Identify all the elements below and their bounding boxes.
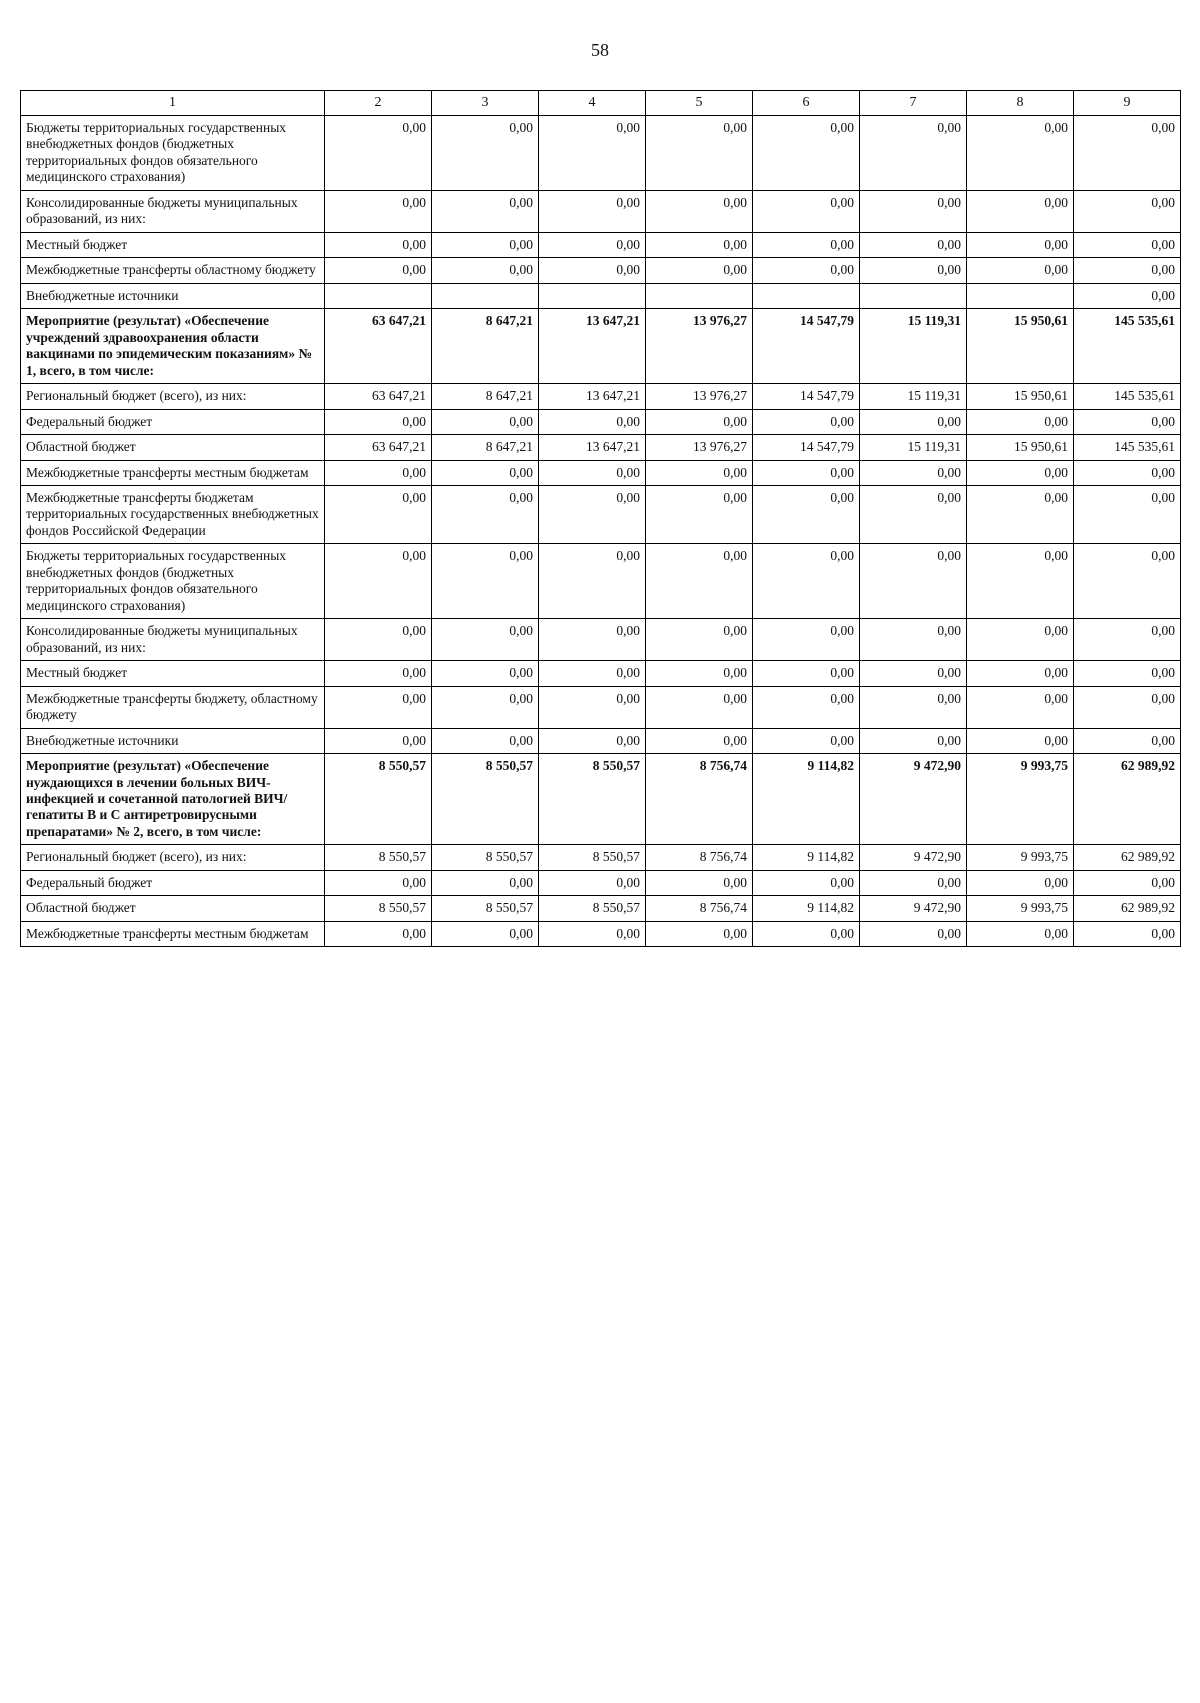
value-cell: 15 119,31 (860, 384, 967, 409)
value-cell: 9 993,75 (967, 896, 1074, 921)
value-cell: 0,00 (646, 190, 753, 232)
value-cell: 62 989,92 (1074, 845, 1181, 870)
value-cell: 63 647,21 (325, 435, 432, 460)
value-cell: 0,00 (646, 728, 753, 753)
value-cell: 0,00 (753, 544, 860, 619)
value-cell: 0,00 (646, 544, 753, 619)
value-cell: 0,00 (539, 921, 646, 946)
budget-table-container (20, 90, 1180, 947)
value-cell (325, 283, 432, 308)
column-number-header: 5 (646, 91, 753, 116)
budget-table-body (21, 116, 1181, 947)
value-cell: 14 547,79 (753, 309, 860, 384)
value-cell: 0,00 (753, 728, 860, 753)
table-row (21, 921, 1181, 946)
value-cell: 0,00 (967, 661, 1074, 686)
value-cell: 0,00 (432, 460, 539, 485)
value-cell: 0,00 (753, 190, 860, 232)
value-cell: 0,00 (967, 485, 1074, 543)
value-cell: 145 535,61 (1074, 309, 1181, 384)
value-cell: 0,00 (646, 232, 753, 257)
value-cell: 0,00 (432, 921, 539, 946)
value-cell: 0,00 (539, 485, 646, 543)
value-cell (967, 283, 1074, 308)
value-cell: 0,00 (325, 544, 432, 619)
value-cell: 0,00 (967, 921, 1074, 946)
table-row (21, 754, 1181, 845)
value-cell: 0,00 (539, 870, 646, 895)
value-cell: 0,00 (967, 728, 1074, 753)
row-label: Консолидированные бюджеты муниципальных образований, из них: (21, 619, 325, 661)
value-cell: 0,00 (967, 258, 1074, 283)
value-cell (646, 283, 753, 308)
value-cell: 0,00 (539, 661, 646, 686)
value-cell: 62 989,92 (1074, 896, 1181, 921)
value-cell: 9 993,75 (967, 754, 1074, 845)
value-cell: 0,00 (753, 485, 860, 543)
value-cell: 13 976,27 (646, 309, 753, 384)
row-label: Местный бюджет (21, 661, 325, 686)
value-cell: 0,00 (967, 460, 1074, 485)
value-cell: 13 976,27 (646, 384, 753, 409)
value-cell: 8 550,57 (325, 845, 432, 870)
value-cell: 0,00 (1074, 460, 1181, 485)
value-cell: 8 550,57 (539, 754, 646, 845)
value-cell: 0,00 (1074, 283, 1181, 308)
value-cell: 0,00 (753, 619, 860, 661)
table-row (21, 435, 1181, 460)
value-cell: 0,00 (1074, 921, 1181, 946)
value-cell: 0,00 (539, 116, 646, 191)
value-cell: 9 472,90 (860, 845, 967, 870)
row-label: Федеральный бюджет (21, 870, 325, 895)
value-cell: 0,00 (1074, 661, 1181, 686)
column-number-header: 4 (539, 91, 646, 116)
value-cell: 0,00 (646, 921, 753, 946)
value-cell: 15 119,31 (860, 309, 967, 384)
table-row (21, 845, 1181, 870)
value-cell: 145 535,61 (1074, 384, 1181, 409)
value-cell: 0,00 (860, 258, 967, 283)
value-cell: 0,00 (1074, 409, 1181, 434)
row-label: Межбюджетные трансферты местным бюджетам (21, 921, 325, 946)
value-cell: 0,00 (967, 544, 1074, 619)
page-number: 58 (591, 40, 609, 60)
value-cell: 9 472,90 (860, 896, 967, 921)
value-cell: 15 119,31 (860, 435, 967, 460)
value-cell: 0,00 (325, 485, 432, 543)
value-cell: 8 550,57 (539, 845, 646, 870)
value-cell: 0,00 (1074, 728, 1181, 753)
row-label: Региональный бюджет (всего), из них: (21, 845, 325, 870)
row-label: Межбюджетные трансферты бюджету, областному бюджету (21, 686, 325, 728)
value-cell: 9 472,90 (860, 754, 967, 845)
value-cell: 0,00 (1074, 485, 1181, 543)
value-cell: 0,00 (325, 870, 432, 895)
value-cell: 0,00 (646, 258, 753, 283)
value-cell: 0,00 (753, 460, 860, 485)
value-cell: 8 550,57 (432, 754, 539, 845)
value-cell: 0,00 (753, 409, 860, 434)
column-number-header: 2 (325, 91, 432, 116)
value-cell: 8 756,74 (646, 896, 753, 921)
table-row (21, 409, 1181, 434)
value-cell: 0,00 (860, 921, 967, 946)
value-cell: 0,00 (967, 190, 1074, 232)
value-cell: 0,00 (753, 870, 860, 895)
row-label: Межбюджетные трансферты областному бюджету (21, 258, 325, 283)
value-cell: 14 547,79 (753, 435, 860, 460)
row-label: Мероприятие (результат) «Обеспечение нуждающихся в лечении больных ВИЧ-инфекцией и сочетанной патологией ВИЧ/гепатиты В и С антиретровирусными препаратами» № 2, всего, в том числе: (21, 754, 325, 845)
value-cell: 0,00 (539, 544, 646, 619)
table-row (21, 232, 1181, 257)
value-cell: 0,00 (753, 661, 860, 686)
value-cell: 0,00 (325, 460, 432, 485)
value-cell: 0,00 (539, 460, 646, 485)
column-number-header: 6 (753, 91, 860, 116)
value-cell: 0,00 (860, 460, 967, 485)
value-cell: 0,00 (325, 661, 432, 686)
value-cell: 0,00 (753, 116, 860, 191)
value-cell: 0,00 (1074, 686, 1181, 728)
value-cell: 13 647,21 (539, 309, 646, 384)
value-cell: 0,00 (432, 409, 539, 434)
table-row (21, 116, 1181, 191)
column-number-header: 1 (21, 91, 325, 116)
row-label: Мероприятие (результат) «Обеспечение учреждений здравоохранения области вакцинами по эпидемическим показаниям» № 1, всего, в том числе: (21, 309, 325, 384)
row-label: Областной бюджет (21, 896, 325, 921)
value-cell: 0,00 (1074, 232, 1181, 257)
table-row (21, 870, 1181, 895)
value-cell: 8 550,57 (325, 896, 432, 921)
value-cell: 0,00 (432, 870, 539, 895)
value-cell: 0,00 (325, 409, 432, 434)
value-cell: 0,00 (646, 460, 753, 485)
value-cell: 8 550,57 (325, 754, 432, 845)
value-cell: 0,00 (646, 409, 753, 434)
value-cell: 0,00 (860, 485, 967, 543)
value-cell (753, 283, 860, 308)
row-label: Местный бюджет (21, 232, 325, 257)
table-row (21, 728, 1181, 753)
value-cell: 0,00 (325, 232, 432, 257)
value-cell: 0,00 (432, 190, 539, 232)
value-cell: 0,00 (432, 258, 539, 283)
table-row (21, 485, 1181, 543)
value-cell: 0,00 (539, 686, 646, 728)
value-cell: 0,00 (646, 661, 753, 686)
value-cell: 0,00 (432, 116, 539, 191)
row-label: Межбюджетные трансферты бюджетам территориальных государственных внебюджетных фондов Российской Федерации (21, 485, 325, 543)
value-cell: 0,00 (860, 544, 967, 619)
value-cell: 13 976,27 (646, 435, 753, 460)
row-label: Межбюджетные трансферты местным бюджетам (21, 460, 325, 485)
value-cell: 9 114,82 (753, 896, 860, 921)
value-cell: 0,00 (753, 921, 860, 946)
value-cell: 0,00 (860, 409, 967, 434)
value-cell: 0,00 (539, 619, 646, 661)
value-cell: 0,00 (432, 544, 539, 619)
value-cell: 0,00 (325, 728, 432, 753)
value-cell: 0,00 (1074, 619, 1181, 661)
value-cell: 63 647,21 (325, 309, 432, 384)
column-number-header-row (21, 91, 1181, 116)
value-cell: 14 547,79 (753, 384, 860, 409)
value-cell: 0,00 (646, 619, 753, 661)
value-cell: 8 756,74 (646, 754, 753, 845)
value-cell: 0,00 (325, 258, 432, 283)
value-cell: 145 535,61 (1074, 435, 1181, 460)
value-cell: 0,00 (432, 619, 539, 661)
value-cell: 0,00 (325, 116, 432, 191)
value-cell: 15 950,61 (967, 435, 1074, 460)
value-cell: 0,00 (646, 686, 753, 728)
table-row (21, 686, 1181, 728)
row-label: Бюджеты территориальных государственных внебюджетных фондов (бюджетных территориальных фондов обязательного медицинского страхования) (21, 116, 325, 191)
value-cell: 0,00 (1074, 190, 1181, 232)
value-cell: 0,00 (432, 686, 539, 728)
value-cell: 0,00 (325, 921, 432, 946)
row-label: Областной бюджет (21, 435, 325, 460)
row-label: Бюджеты территориальных государственных внебюджетных фондов (бюджетных территориальных фондов обязательного медицинского страхования) (21, 544, 325, 619)
value-cell: 0,00 (325, 190, 432, 232)
value-cell: 0,00 (539, 728, 646, 753)
value-cell: 9 114,82 (753, 754, 860, 845)
value-cell: 0,00 (432, 485, 539, 543)
value-cell: 0,00 (860, 190, 967, 232)
value-cell: 9 114,82 (753, 845, 860, 870)
row-label: Региональный бюджет (всего), из них: (21, 384, 325, 409)
column-number-header: 8 (967, 91, 1074, 116)
value-cell: 0,00 (860, 686, 967, 728)
value-cell: 0,00 (325, 619, 432, 661)
value-cell: 0,00 (860, 870, 967, 895)
value-cell: 0,00 (753, 232, 860, 257)
value-cell: 8 550,57 (432, 896, 539, 921)
value-cell: 8 647,21 (432, 309, 539, 384)
row-label: Федеральный бюджет (21, 409, 325, 434)
value-cell: 0,00 (325, 686, 432, 728)
table-row (21, 309, 1181, 384)
value-cell: 0,00 (432, 661, 539, 686)
value-cell: 0,00 (432, 728, 539, 753)
value-cell: 0,00 (1074, 544, 1181, 619)
table-row (21, 384, 1181, 409)
table-row (21, 619, 1181, 661)
value-cell: 0,00 (967, 870, 1074, 895)
value-cell: 0,00 (539, 409, 646, 434)
value-cell: 0,00 (1074, 258, 1181, 283)
value-cell: 0,00 (1074, 870, 1181, 895)
budget-table (20, 90, 1181, 947)
table-row (21, 544, 1181, 619)
value-cell: 0,00 (860, 728, 967, 753)
value-cell: 0,00 (646, 485, 753, 543)
value-cell: 0,00 (753, 258, 860, 283)
value-cell: 13 647,21 (539, 384, 646, 409)
value-cell: 8 550,57 (432, 845, 539, 870)
value-cell (539, 283, 646, 308)
row-label: Консолидированные бюджеты муниципальных образований, из них: (21, 190, 325, 232)
table-row (21, 283, 1181, 308)
value-cell: 0,00 (967, 409, 1074, 434)
value-cell: 8 647,21 (432, 384, 539, 409)
value-cell: 9 993,75 (967, 845, 1074, 870)
value-cell: 0,00 (539, 232, 646, 257)
row-label: Внебюджетные источники (21, 283, 325, 308)
value-cell: 62 989,92 (1074, 754, 1181, 845)
value-cell: 15 950,61 (967, 384, 1074, 409)
value-cell (860, 283, 967, 308)
row-label: Внебюджетные источники (21, 728, 325, 753)
value-cell: 13 647,21 (539, 435, 646, 460)
value-cell: 15 950,61 (967, 309, 1074, 384)
value-cell: 0,00 (1074, 116, 1181, 191)
table-row (21, 661, 1181, 686)
value-cell: 0,00 (539, 190, 646, 232)
value-cell: 0,00 (539, 258, 646, 283)
table-row (21, 190, 1181, 232)
column-number-header: 3 (432, 91, 539, 116)
value-cell: 8 756,74 (646, 845, 753, 870)
column-number-header: 9 (1074, 91, 1181, 116)
value-cell: 0,00 (967, 116, 1074, 191)
value-cell: 8 647,21 (432, 435, 539, 460)
value-cell: 0,00 (860, 232, 967, 257)
value-cell: 0,00 (860, 116, 967, 191)
value-cell: 0,00 (967, 619, 1074, 661)
value-cell: 0,00 (860, 619, 967, 661)
column-number-header: 7 (860, 91, 967, 116)
table-row (21, 460, 1181, 485)
value-cell: 63 647,21 (325, 384, 432, 409)
value-cell: 0,00 (967, 686, 1074, 728)
value-cell: 0,00 (860, 661, 967, 686)
value-cell: 0,00 (432, 232, 539, 257)
table-row (21, 258, 1181, 283)
value-cell: 0,00 (646, 116, 753, 191)
value-cell: 0,00 (646, 870, 753, 895)
value-cell: 0,00 (967, 232, 1074, 257)
value-cell (432, 283, 539, 308)
table-row (21, 896, 1181, 921)
value-cell: 8 550,57 (539, 896, 646, 921)
value-cell: 0,00 (753, 686, 860, 728)
